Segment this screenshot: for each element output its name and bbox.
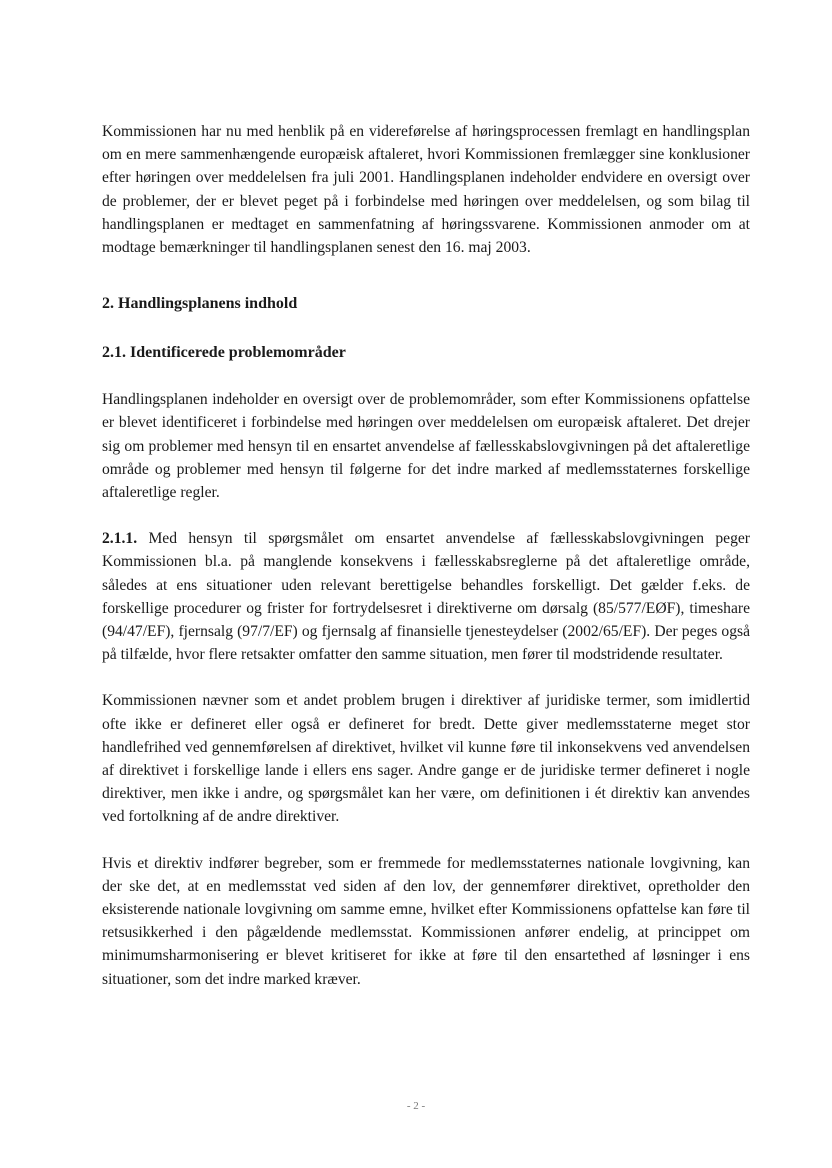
intro-paragraph: Kommissionen har nu med henblik på en videreførelse af høringsprocessen fremlagt en handlingsplan om en mere sammenhængende europæisk aftaleret, hvori Kommissionen fremlægger sine konklusioner efter høringen over meddelelsen fra juli 2001. Handlingsplanen indeholder endvidere en oversigt over de problemer, der er blevet peget på i forbindelse med høringen over meddelelsen, og som bilag til handlingsplanen er medtaget en sammenfatning af høringssvarene. Kommissionen anmoder om at modtage bemærkninger til handlingsplanen senest den 16. maj 2003. (102, 123, 750, 257)
section-2-heading: 2. Handlingsplanens indhold (102, 295, 298, 313)
section-2-1-paragraph: Handlingsplanen indeholder en oversigt over de problemområder, som efter Kommissionens opfattelse er blevet identificeret i forbindelse med høringen over meddelelsen om europæisk aftaleret. Det drejer sig om problemer med hensyn til en ensartet anvendelse af fællesskabslovgivningen på det aftaleretlige område og problemer med hensyn til følgerne for det indre marked af medlemsstaternes forskellige aftaleretlige regler. (102, 391, 750, 502)
juridiske-termer-paragraph: Kommissionen nævner som et andet problem brugen i direktiver af juridiske termer, som imidlertid ofte ikke er defineret eller også er defineret for bredt. Dette giver medlemsstaterne meget stor handlefrihed ved gennemførelsen af direktivet, hvilket vil kunne føre til inkonsekvens ved anvendelsen af direktivet i forskellige lande i ellers ens sager. Andre gange er de juridiske termer defineret i nogle direktiver, men ikke i andre, og spørgsmålet kan her være, om definitionen i ét direktiv kan anvendes ved fortolkning af de andre direktiver. (102, 692, 750, 826)
section-2-1-1-paragraph (102, 527, 750, 666)
begreber-paragraph: Hvis et direktiv indfører begreber, som er fremmede for medlemsstaternes nationale lovgivning, kan der ske det, at en medlemsstat ved siden af den lov, der gennemfører direktivet, opretholder den eksisterende nationale lovgivning om samme emne, hvilket efter Kommissionens opfattelse kan føre til retsusikkerhed i den pågældende medlemsstat. Kommissionen anfører endelig, at princippet om minimumsharmonisering er blevet kritiseret for ikke at føre til den ensartethed af løsninger i ens situationer, som det indre marked kræver. (102, 854, 750, 988)
section-2-1-heading: 2.1. Identificerede problemområder (102, 344, 346, 362)
section-2-1-1-number: 2.1.1. (102, 530, 138, 548)
section-2-1-1-text: Med hensyn til spørgsmålet om ensartet anvendelse af fællesskabslovgivningen peger Kommissionen bl.a. på manglende konsekvens i fællesskabsreglerne på det aftaleretlige område, således at ens situationer uden relevant berettigelse behandles forskelligt. Det gælder f.eks. de forskellige procedurer og frister for fortrydelsesret i direktiverne om dørsalg (85/577/EØF), timeshare (94/47/EF), fjernsalg (97/7/EF) og fjernsalg af finansielle tjenesteydelser (2002/65/EF). Der peges også på tilfælde, hvor flere retsakter omfatter den samme situation, men fører til modstridende resultater. (102, 530, 750, 664)
document-page (102, 120, 750, 991)
page-number: - 2 - (406, 1100, 426, 1112)
